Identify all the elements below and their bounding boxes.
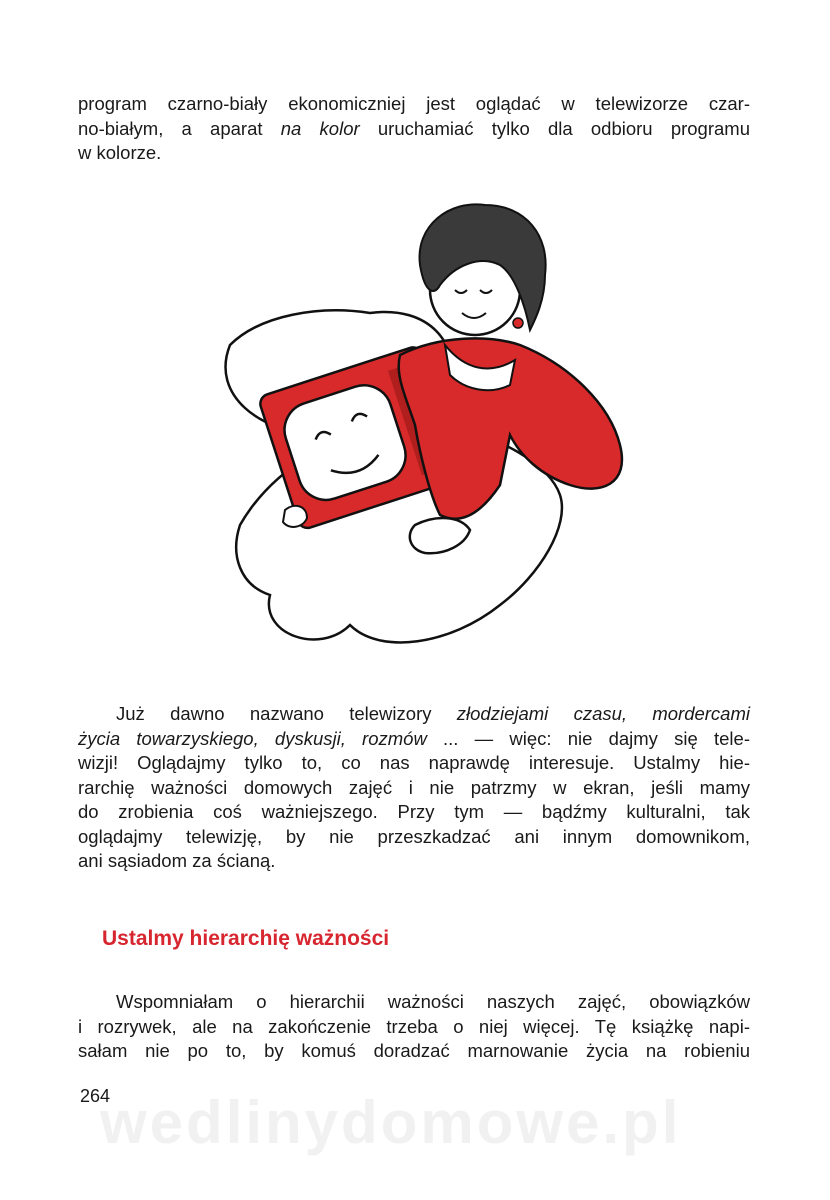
paragraph-1-line-1: program czarno-biały ekonomiczniej jest oglądać w telewizorze czar- xyxy=(78,93,750,114)
text-run: ... — więc: nie dajmy się tele- xyxy=(426,727,750,749)
text-run: uruchamiać tylko dla odbioru programu xyxy=(359,117,750,139)
paragraph-3-line-1: Wspomniałam o hierarchii ważności naszych zajęć, obowiązków xyxy=(116,991,750,1012)
paragraph-2-line-3: wizji! Oglądajmy tylko to, co nas naprawdę interesuje. Ustalmy hie- xyxy=(78,752,750,773)
paragraph-3 xyxy=(78,990,750,1064)
illustration-woman-tucking-tv-in-bed xyxy=(200,195,640,665)
paragraph-2-line-2 xyxy=(78,727,750,752)
paragraph-1-line-3: w kolorze. xyxy=(78,142,162,163)
paragraph-2-line-1 xyxy=(78,702,750,727)
section-heading: Ustalmy hierarchię ważności xyxy=(102,927,390,950)
paragraph-1-line-2 xyxy=(78,117,750,142)
italic-term: na kolor xyxy=(280,117,360,139)
paragraph-2 xyxy=(78,702,750,874)
tv-hand xyxy=(283,506,307,527)
italic-term: złodziejami czasu, mordercami xyxy=(456,703,750,724)
paragraph-3-line-3: sałam nie po to, by komuś doradzać marnowanie życia na robieniu xyxy=(78,1040,750,1061)
paragraph-1 xyxy=(78,92,750,166)
page-number: 264 xyxy=(80,1086,111,1106)
paragraph-2-line-4: rarchię ważności domowych zajęć i nie patrzmy w ekran, jeśli mamy xyxy=(78,776,750,798)
paragraph-3-line-2: i rozrywek, ale na zakończenie trzeba o niej więcej. Tę książkę napi- xyxy=(78,1015,750,1037)
italic-term: życia towarzyskiego, dyskusji, rozmów xyxy=(78,727,427,749)
text-run: no-białym, a aparat xyxy=(78,117,281,139)
paragraph-2-line-5: do zrobienia coś ważniejszego. Przy tym — bądźmy kulturalni, tak xyxy=(78,801,750,822)
paragraph-2-line-7: ani sąsiadom za ścianą. xyxy=(78,850,276,871)
watermark: wedlinydomowe.pl xyxy=(100,1089,682,1156)
text-run: Już dawno nazwano telewizory xyxy=(116,703,457,724)
paragraph-2-line-6: oglądajmy telewizję, by nie przeszkadzać ani innym domownikom, xyxy=(78,825,750,847)
